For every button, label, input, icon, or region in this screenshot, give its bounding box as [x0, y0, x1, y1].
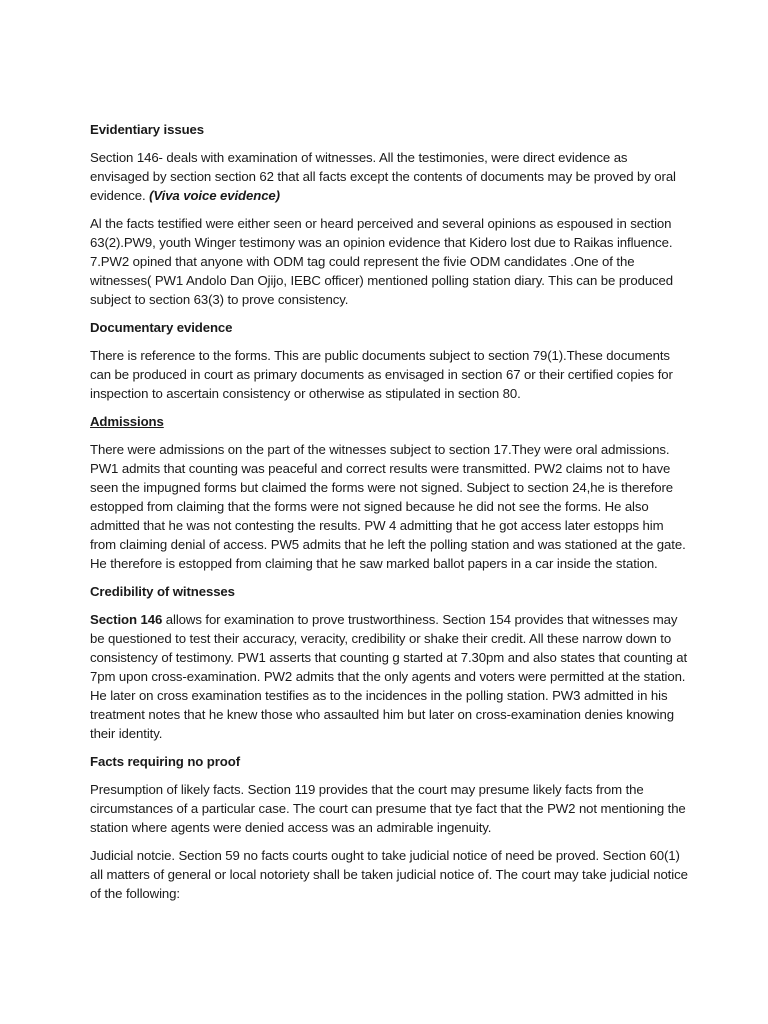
paragraph-text: Section 146- deals with examination of witnesses. All the testimonies, were direct evidence as envisaged by section section 62 that all facts except the contents of documents may be proved by oral evidence. — [90, 150, 676, 203]
lead-section-146: Section 146 — [90, 612, 163, 627]
paragraph-facts-2: Judicial notcie. Section 59 no facts courts ought to take judicial notice of need be proved. Section 60(1) all matters of general or local notoriety shall be taken judicial notice of. The court may take judicial notice of the following: — [90, 848, 688, 901]
heading-evidentiary-issues: Evidentiary issues — [90, 122, 205, 137]
heading-admissions: Admissions — [90, 414, 164, 429]
paragraph-credibility-1 — [90, 610, 690, 743]
document-body — [90, 120, 690, 912]
paragraph-facts-1: Presumption of likely facts. Section 119 provides that the court may presume likely facts from the circumstances of a particular case. The court can presume that tye fact that the PW2 not mentioning the station where agents were denied access was an admirable ingenuity. — [90, 782, 686, 835]
paragraph-evidentiary-1 — [90, 148, 690, 205]
emphasis-viva-voice: (Viva voice evidence) — [149, 188, 280, 203]
heading-facts-requiring-no-proof: Facts requiring no proof — [90, 754, 240, 769]
heading-documentary-evidence: Documentary evidence — [90, 320, 233, 335]
paragraph-admissions-1: There were admissions on the part of the witnesses subject to section 17.They were oral admissions. PW1 admits that counting was peaceful and correct results were transmitted. PW2 claims not to have seen the impugned forms but claimed the forms were not signed. Subject to section 24,he is therefore estopped from claiming that the forms were not signed because he did not see the forms. He also admitted that he was not contesting the results. PW 4 admitting that he got access later estopps him from claiming denial of access. PW5 admits that he left the polling station and was stationed at the gate. He therefore is estopped from claiming that he saw marked ballot papers in a car inside the station. — [90, 442, 686, 571]
paragraph-evidentiary-2: Al the facts testified were either seen or heard perceived and several opinions as espoused in section 63(2).PW9, youth Winger testimony was an opinion evidence that Kidero lost due to Raikas influence. 7.PW2 opined that anyone with ODM tag could represent the fivie ODM candidates .One of the witnesses( PW1 Andolo Dan Ojijo, IEBC officer) mentioned polling station diary. This can be produced subject to section 63(3) to prove consistency. — [90, 216, 674, 307]
paragraph-text: allows for examination to prove trustworthiness. Section 154 provides that witnesses may be questioned to test their accuracy, veracity, credibility or shake their credit. All these narrow down to consistency of testimony. PW1 asserts that counting g started at 7.30pm and also states that counting at 7pm upon cross-examination. PW2 admits that the only agents and voters were permitted at the station. He later on cross examination testifies as to the incidences in the polling station. PW3 admitted in his treatment notes that he knew those who assaulted him but later on cross-examination denies knowing their identity. — [90, 612, 688, 741]
heading-credibility-of-witnesses: Credibility of witnesses — [90, 584, 235, 599]
paragraph-documentary-1: There is reference to the forms. This are public documents subject to section 79(1).These documents can be produced in court as primary documents as envisaged in section 67 or their certified copies for inspection to ascertain consistency or otherwise as stipulated in section 80. — [90, 348, 673, 401]
